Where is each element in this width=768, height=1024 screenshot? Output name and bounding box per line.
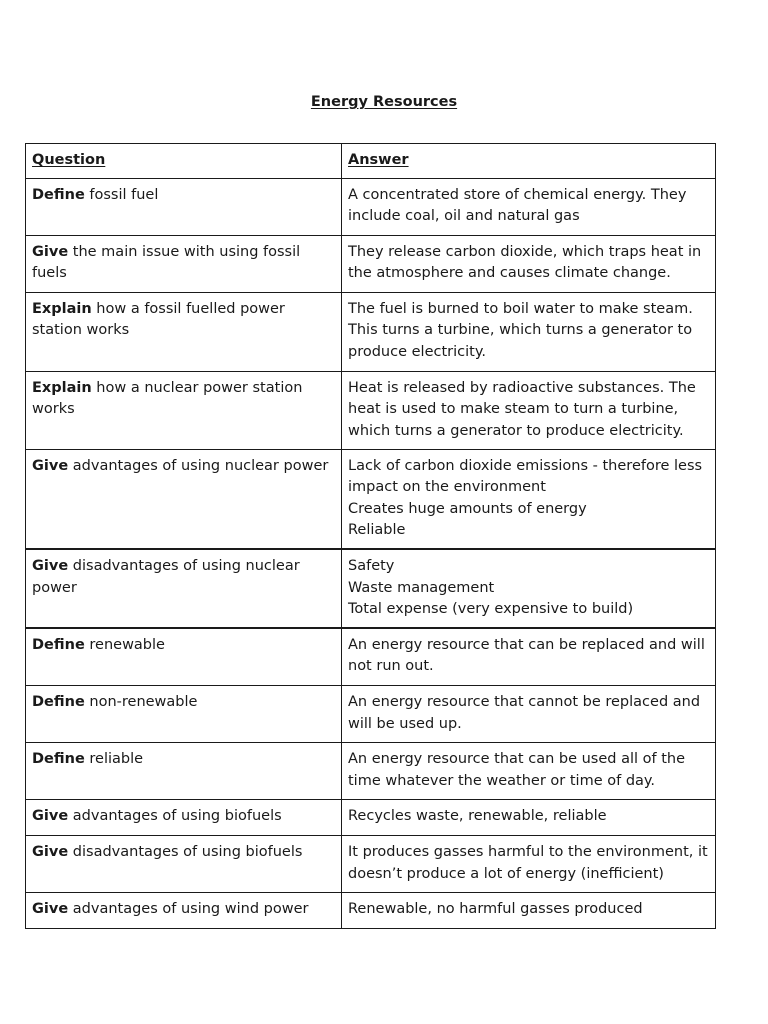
answer-text: Total expense (very expensive to build) <box>348 601 634 617</box>
question-text: non-renewable <box>84 694 198 710</box>
question-cell <box>26 292 342 371</box>
table-row <box>26 292 716 371</box>
answer-text: An energy resource that cannot be replaced and will be used up. <box>348 694 701 732</box>
question-text: fossil fuel <box>84 186 159 203</box>
table-row <box>26 549 716 628</box>
question-text: disadvantages of using biofuels <box>68 844 303 860</box>
question-command: Give <box>32 844 69 860</box>
question-text: advantages of using wind power <box>68 901 309 917</box>
answer-cell <box>342 178 716 235</box>
answer-cell <box>342 292 716 371</box>
question-command: Give <box>32 901 69 917</box>
table-row <box>26 686 716 743</box>
answer-text: Renewable, no harmful gasses produced <box>348 901 643 917</box>
question-text: advantages of using nuclear power <box>68 457 329 474</box>
table-row <box>26 800 716 836</box>
question-header-label: Question <box>32 152 106 168</box>
answer-cell <box>342 743 716 800</box>
table-row <box>26 836 716 893</box>
answer-text: The fuel is burned to boil water to make steam. This turns a turbine, which turns a generator to produce electricity. <box>348 300 693 360</box>
question-cell <box>26 800 342 836</box>
question-command: Define <box>32 751 85 767</box>
question-text: disadvantages of using nuclear power <box>32 558 300 596</box>
answer-text: A concentrated store of chemical energy. They include coal, oil and natural gas <box>348 186 687 224</box>
answer-text: They release carbon dioxide, which traps heat in the atmosphere and causes climate change. <box>348 243 702 281</box>
table-row <box>26 449 716 549</box>
question-cell <box>26 628 342 686</box>
answer-text: Recycles waste, renewable, reliable <box>348 808 607 824</box>
answer-text: An energy resource that can be replaced and will not run out. <box>348 636 705 674</box>
question-command: Give <box>32 243 69 260</box>
page-title: Energy Resources <box>310 94 458 110</box>
answer-header-label: Answer <box>348 152 409 168</box>
question-text: how a fossil fuelled power station works <box>32 300 285 338</box>
table-row <box>26 178 716 235</box>
table-row <box>26 235 716 292</box>
question-cell <box>26 893 342 929</box>
question-command: Give <box>32 808 69 824</box>
question-command: Explain <box>32 379 92 396</box>
question-cell <box>26 686 342 743</box>
question-cell <box>26 743 342 800</box>
answer-text: An energy resource that can be used all of the time whatever the weather or time of day. <box>348 751 686 789</box>
question-cell <box>26 235 342 292</box>
table-header-row <box>26 144 716 179</box>
answer-text: It produces gasses harmful to the environment, it doesn’t produce a lot of energy (inefficient) <box>348 844 708 882</box>
answer-text: Waste management <box>348 579 495 596</box>
answer-cell <box>342 836 716 893</box>
answer-text: Heat is released by radioactive substances. The heat is used to make steam to turn a turbine, which turns a generator to produce electricity. <box>348 379 696 439</box>
question-command: Give <box>32 558 69 574</box>
question-text: the main issue with using fossil fuels <box>32 243 301 281</box>
question-command: Define <box>32 694 85 710</box>
question-cell <box>26 549 342 628</box>
question-column-header <box>26 144 342 179</box>
table-row <box>26 628 716 686</box>
answer-cell <box>342 235 716 292</box>
question-cell <box>26 449 342 549</box>
answer-column-header <box>342 144 716 179</box>
question-cell <box>26 178 342 235</box>
answer-cell <box>342 800 716 836</box>
question-text: how a nuclear power station works <box>32 379 303 417</box>
answer-text: Reliable <box>348 522 406 538</box>
question-text: reliable <box>84 751 144 767</box>
question-text: advantages of using biofuels <box>68 808 282 824</box>
question-text: renewable <box>84 636 165 653</box>
table-row <box>26 893 716 929</box>
answer-text: Creates huge amounts of energy <box>348 500 587 517</box>
answer-cell <box>342 371 716 449</box>
answer-text: Safety <box>348 558 395 574</box>
question-command: Define <box>32 186 85 203</box>
answer-cell <box>342 549 716 628</box>
answer-cell <box>342 686 716 743</box>
answer-cell <box>342 449 716 549</box>
answer-cell <box>342 628 716 686</box>
question-command: Define <box>32 636 85 653</box>
question-cell <box>26 371 342 449</box>
table-row <box>26 743 716 800</box>
table-row <box>26 371 716 449</box>
qa-table <box>25 143 716 929</box>
question-cell <box>26 836 342 893</box>
question-command: Give <box>32 457 69 474</box>
answer-cell <box>342 893 716 929</box>
answer-text: Lack of carbon dioxide emissions - therefore less impact on the environment <box>348 457 703 495</box>
question-command: Explain <box>32 300 92 317</box>
